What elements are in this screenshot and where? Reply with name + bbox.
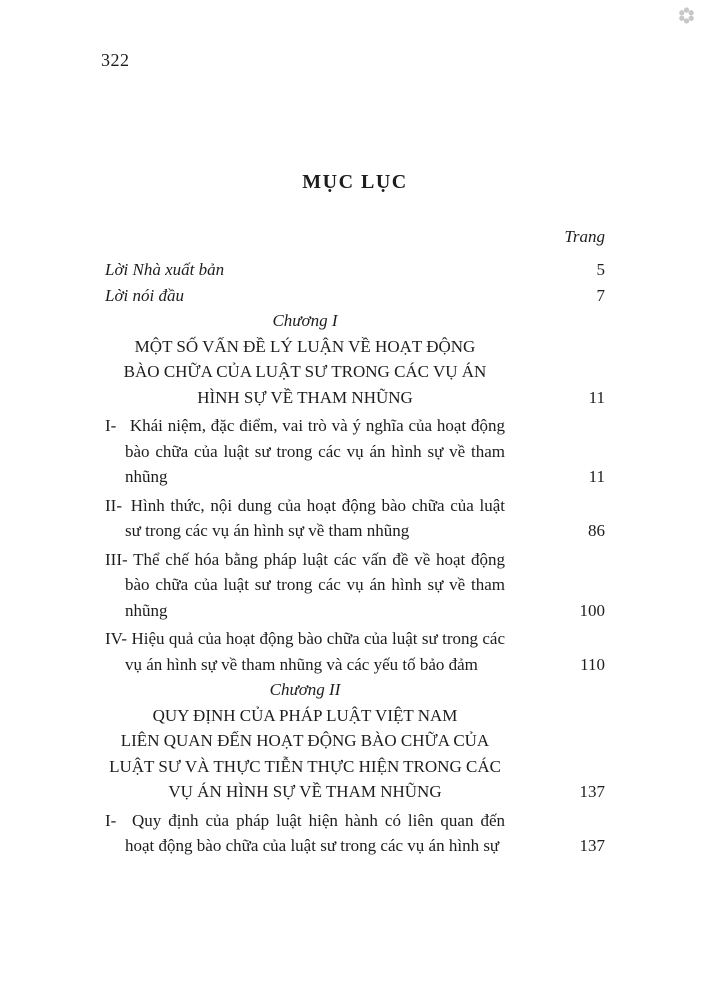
section-numeral: I- — [105, 810, 117, 830]
chapter-2-title — [105, 703, 505, 805]
section-text — [105, 547, 505, 624]
front-matter — [105, 257, 605, 308]
chapter-2-heading — [105, 703, 605, 805]
toc-content — [105, 0, 605, 859]
chapter-1-label: Chương I — [272, 311, 338, 330]
section-text — [105, 493, 505, 544]
flower-ornament-icon — [678, 7, 695, 24]
chapter-title-line: QUY ĐỊNH CỦA PHÁP LUẬT VIỆT NAM — [152, 705, 458, 725]
toc-section-entry — [105, 626, 605, 677]
section-title: Hiệu quả của hoạt động bào chữa của luật sư trong các vụ án hình sự về tham nhũng và các yếu tố bảo đảm — [125, 629, 506, 674]
chapter-1-heading — [105, 334, 605, 411]
chapter-title-line: HÌNH SỰ VỀ THAM NHŨNG — [197, 387, 413, 407]
section-title: Khái niệm, đặc điểm, vai trò và ý nghĩa của hoạt động bào chữa của luật sư trong các vụ án hình sự về tham nhũng — [125, 416, 505, 486]
section-title: Thể chế hóa bằng pháp luật các vấn đề về hoạt động bào chữa của luật sư trong các vụ án hình sự về tham nhũng — [125, 549, 505, 620]
chapter-2-label: Chương II — [269, 680, 341, 699]
entry-page-number: 86 — [588, 521, 605, 540]
section-text — [105, 808, 505, 859]
section-numeral: IV- — [105, 629, 128, 648]
entry-page-number: 11 — [588, 387, 605, 407]
entry-page-number: 110 — [580, 654, 605, 674]
entry-label: Lời Nhà xuất bản — [105, 260, 225, 279]
chapter-title-line: LUẬT SƯ VÀ THỰC TIỄN THỰC HIỆN TRONG CÁC — [109, 756, 501, 776]
section-title: Hình thức, nội dung của hoạt động bào chữa của luật sư trong các vụ án hình sự về tham nhũng — [125, 495, 506, 540]
section-text — [105, 626, 505, 677]
toc-section-entry — [105, 493, 605, 544]
chapter-title-line: VỤ ÁN HÌNH SỰ VỀ THAM NHŨNG — [168, 782, 442, 801]
folio-page-number: 322 — [101, 50, 130, 70]
toc-section-entry — [105, 547, 605, 624]
entry-page-number: 137 — [579, 836, 605, 855]
chapter-title-line: MỘT SỐ VẤN ĐỀ LÝ LUẬN VỀ HOẠT ĐỘNG — [134, 336, 476, 356]
entry-page-number: 7 — [596, 285, 605, 305]
page-column-header: Trang — [564, 227, 605, 246]
section-text — [105, 413, 505, 490]
section-numeral: II- — [105, 495, 122, 515]
chapter-1-title — [105, 334, 505, 411]
toc-entry-front-matter — [105, 283, 605, 309]
entry-page-number: 11 — [588, 467, 605, 486]
entry-page-number: 137 — [579, 782, 605, 801]
entry-page-number: 100 — [579, 600, 605, 620]
section-numeral: I- — [105, 416, 117, 435]
entry-label: Lời nói đầu — [105, 285, 184, 305]
section-numeral: III- — [105, 549, 128, 569]
toc-entry-front-matter — [105, 257, 605, 283]
entry-page-number: 5 — [596, 260, 605, 279]
chapter-title-line: BÀO CHỮA CỦA LUẬT SƯ TRONG CÁC VỤ ÁN — [123, 362, 487, 381]
toc-section-entry — [105, 413, 605, 490]
toc-section-entry — [105, 808, 605, 859]
toc-title: MỤC LỤC — [302, 171, 408, 193]
section-title: Quy định của pháp luật hiện hành có liên quan đến hoạt động bào chữa của luật sư trong các vụ án hình sự — [125, 810, 505, 855]
chapter-title-line: LIÊN QUAN ĐẾN HOẠT ĐỘNG BÀO CHỮA CỦA — [120, 731, 490, 750]
